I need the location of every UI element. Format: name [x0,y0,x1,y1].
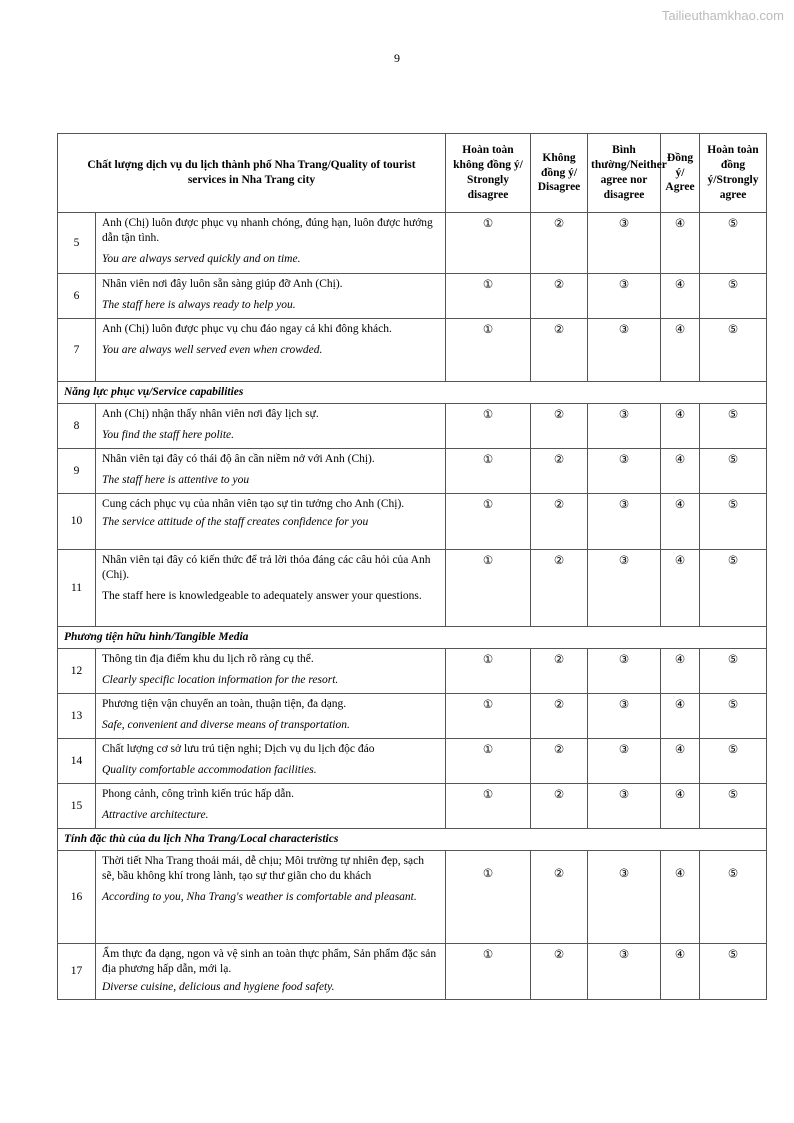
item-text [96,739,446,784]
item-number: 12 [58,649,96,694]
option-5[interactable]: ⑤ [700,213,767,274]
option-3[interactable]: ③ [588,784,661,829]
item-en: Quality comfortable accommodation facilities. [102,763,317,776]
option-5[interactable]: ⑤ [700,274,767,319]
option-1[interactable]: ① [446,784,531,829]
option-4[interactable]: ④ [661,274,700,319]
item-text [96,494,446,550]
item-vi: Phương tiện vận chuyển an toàn, thuận tiện, đa dạng. [102,698,347,710]
option-5[interactable]: ⑤ [700,784,767,829]
item-en: Clearly specific location information for the resort. [102,673,339,686]
option-4[interactable]: ④ [661,851,700,944]
table-row [58,274,767,319]
option-5[interactable]: ⑤ [700,694,767,739]
option-2[interactable]: ② [531,649,588,694]
table-row [58,319,767,382]
item-number: 8 [58,404,96,449]
item-number: 5 [58,213,96,274]
option-1[interactable]: ① [446,851,531,944]
option-2[interactable]: ② [531,784,588,829]
option-2[interactable]: ② [531,694,588,739]
item-vi: Thông tin địa điểm khu du lịch rõ ràng cụ thể. [102,653,314,665]
option-3[interactable]: ③ [588,944,661,1000]
option-5[interactable]: ⑤ [700,739,767,784]
item-vi: Nhân viên tại đây có kiến thức để trả lời thỏa đáng các câu hỏi của Anh (Chị). [102,554,431,581]
item-vi: Ẩm thực đa dạng, ngon và vệ sinh an toàn thực phẩm, Sản phẩm đặc sản địa phương hấp dẫn, mới lạ. [102,948,437,975]
page-number: 9 [394,51,400,65]
option-2[interactable]: ② [531,274,588,319]
item-number: 9 [58,449,96,494]
item-number: 11 [58,550,96,627]
option-4[interactable]: ④ [661,649,700,694]
option-1[interactable]: ① [446,739,531,784]
item-vi: Anh (Chị) luôn được phục vụ nhanh chóng, đúng hạn, luôn được hướng dẫn tận tình. [102,217,433,244]
option-3[interactable]: ③ [588,319,661,382]
option-2[interactable]: ② [531,851,588,944]
option-1[interactable]: ① [446,213,531,274]
item-en: The staff here is attentive to you [102,473,250,486]
section-row [58,627,767,649]
option-2[interactable]: ② [531,944,588,1000]
option-3[interactable]: ③ [588,550,661,627]
item-en: Attractive architecture. [102,808,209,821]
option-1[interactable]: ① [446,404,531,449]
table-row [58,550,767,627]
option-5[interactable]: ⑤ [700,944,767,1000]
item-en: The staff here is always ready to help you. [102,298,296,311]
item-text [96,404,446,449]
option-3[interactable]: ③ [588,494,661,550]
item-vi: Anh (Chị) nhận thấy nhân viên nơi đây lịch sự. [102,408,319,420]
section-title: Tính đặc thù của du lịch Nha Trang/Local characteristics [58,829,767,851]
option-4[interactable]: ④ [661,404,700,449]
table-header-row [58,134,767,213]
option-4[interactable]: ④ [661,694,700,739]
scale-header-3: Bình thường/Neither agree nor disagree [588,134,661,213]
scale-header-5: Hoàn toàn đồng ý/Strongly agree [700,134,767,213]
option-1[interactable]: ① [446,494,531,550]
scale-header-4: Đồng ý/ Agree [661,134,700,213]
item-number: 10 [58,494,96,550]
item-en: Safe, convenient and diverse means of transportation. [102,718,350,731]
option-4[interactable]: ④ [661,449,700,494]
item-text [96,274,446,319]
option-1[interactable]: ① [446,319,531,382]
option-1[interactable]: ① [446,649,531,694]
item-vi: Anh (Chị) luôn được phục vụ chu đáo ngay cả khi đông khách. [102,323,392,335]
item-en: You are always well served even when crowded. [102,343,323,356]
item-en: The service attitude of the staff creates confidence for you [102,515,369,528]
item-text [96,550,446,627]
table-row [58,694,767,739]
item-text [96,213,446,274]
item-number: 15 [58,784,96,829]
scale-header-2: Không đồng ý/ Disagree [531,134,588,213]
option-3[interactable]: ③ [588,649,661,694]
item-vi: Cung cách phục vụ của nhân viên tạo sự tin tưởng cho Anh (Chị). [102,498,405,510]
option-3[interactable]: ③ [588,404,661,449]
option-3[interactable]: ③ [588,274,661,319]
table-row [58,213,767,274]
section-title: Năng lực phục vụ/Service capabilities [58,382,767,404]
watermark: Tailieuthamkhao.com [661,8,784,23]
option-5[interactable]: ⑤ [700,449,767,494]
option-5[interactable]: ⑤ [700,649,767,694]
table-row [58,851,767,944]
item-vi: Chất lượng cơ sở lưu trú tiện nghi; Dịch vụ du lịch độc đáo [102,743,375,755]
item-text [96,649,446,694]
item-text [96,694,446,739]
option-2[interactable]: ② [531,404,588,449]
option-5[interactable]: ⑤ [700,550,767,627]
option-3[interactable]: ③ [588,449,661,494]
item-number: 17 [58,944,96,1000]
item-number: 6 [58,274,96,319]
table-row [58,944,767,1000]
option-4[interactable]: ④ [661,494,700,550]
option-3[interactable]: ③ [588,213,661,274]
item-en: Diverse cuisine, delicious and hygiene food safety. [102,980,335,993]
option-5[interactable]: ⑤ [700,319,767,382]
option-5[interactable]: ⑤ [700,404,767,449]
item-en: The staff here is knowledgeable to adequately answer your questions. [102,589,422,602]
item-number: 16 [58,851,96,944]
option-5[interactable]: ⑤ [700,494,767,550]
option-2[interactable]: ② [531,550,588,627]
option-4[interactable]: ④ [661,739,700,784]
option-4[interactable]: ④ [661,213,700,274]
option-3[interactable]: ③ [588,851,661,944]
item-vi: Nhân viên tại đây có thái độ ân cần niềm nở với Anh (Chị). [102,453,375,465]
option-3[interactable]: ③ [588,694,661,739]
option-2[interactable]: ② [531,319,588,382]
option-1[interactable]: ① [446,449,531,494]
table-row [58,739,767,784]
item-en: According to you, Nha Trang's weather is comfortable and pleasant. [102,890,417,903]
item-text [96,449,446,494]
option-4[interactable]: ④ [661,944,700,1000]
item-text [96,851,446,944]
option-4[interactable]: ④ [661,784,700,829]
option-2[interactable]: ② [531,739,588,784]
option-3[interactable]: ③ [588,739,661,784]
item-number: 7 [58,319,96,382]
table-row [58,404,767,449]
survey-table [57,133,767,1000]
option-4[interactable]: ④ [661,550,700,627]
item-text [96,319,446,382]
item-vi: Phong cảnh, công trình kiến trúc hấp dẫn. [102,788,294,800]
section-title: Phương tiện hữu hình/Tangible Media [58,627,767,649]
item-number: 14 [58,739,96,784]
option-1[interactable]: ① [446,550,531,627]
table-row [58,784,767,829]
table-row [58,649,767,694]
item-number: 13 [58,694,96,739]
table-title: Chất lượng dịch vụ du lịch thành phố Nha Trang/Quality of tourist services in Nha Trang city [58,134,446,213]
option-1[interactable]: ① [446,274,531,319]
item-en: You find the staff here polite. [102,428,235,441]
item-text [96,944,446,1000]
option-1[interactable]: ① [446,944,531,1000]
table-row [58,494,767,550]
option-2[interactable]: ② [531,213,588,274]
option-5[interactable]: ⑤ [700,851,767,944]
section-row [58,829,767,851]
item-vi: Nhân viên nơi đây luôn sẵn sàng giúp đỡ Anh (Chị). [102,278,343,290]
table-row [58,449,767,494]
option-1[interactable]: ① [446,694,531,739]
option-2[interactable]: ② [531,494,588,550]
item-en: You are always served quickly and on time. [102,252,301,265]
section-row [58,382,767,404]
scale-header-1: Hoàn toàn không đồng ý/ Strongly disagree [446,134,531,213]
item-text [96,784,446,829]
option-4[interactable]: ④ [661,319,700,382]
item-vi: Thời tiết Nha Trang thoải mái, dễ chịu; Môi trường tự nhiên đẹp, sạch sẽ, bầu không khí trong lành, tạo sự thư giãn cho du khách [102,855,424,882]
option-2[interactable]: ② [531,449,588,494]
